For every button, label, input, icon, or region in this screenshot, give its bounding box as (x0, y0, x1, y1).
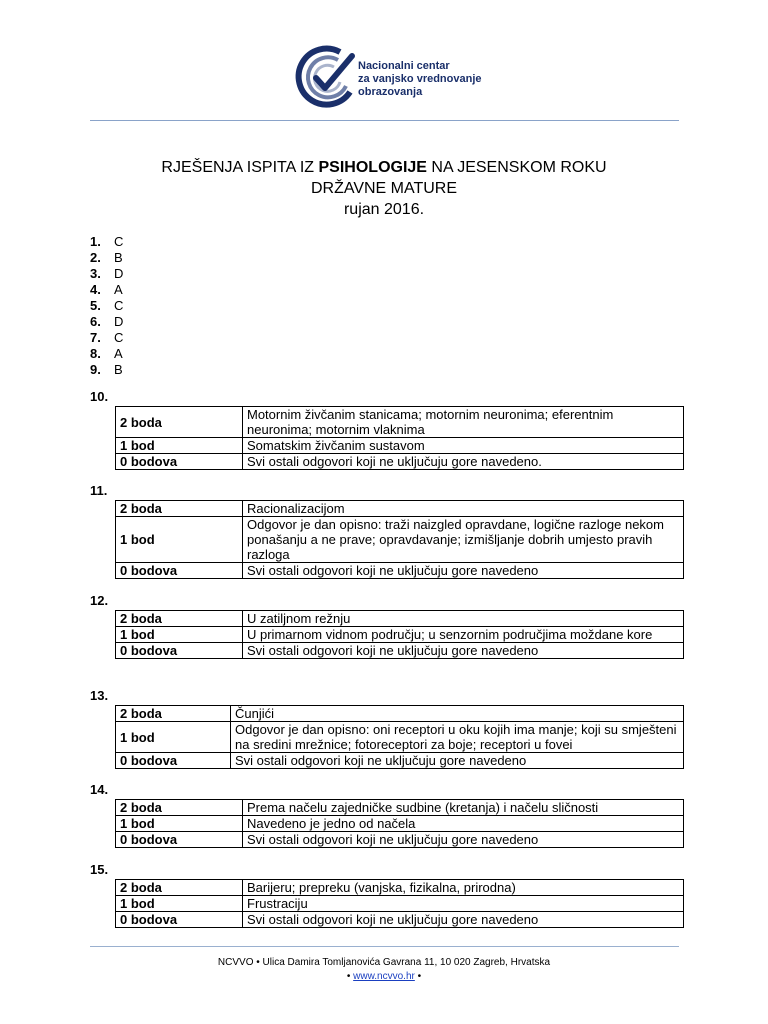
answer-cell: Odgovor je dan opisno: oni receptori u oku kojih ima manje; koji su smješteni na sredini mrežnice; fotoreceptori za boje; receptori u fovei (231, 722, 684, 753)
document-title (0, 157, 768, 220)
table-row (116, 611, 684, 627)
table-row (116, 438, 684, 454)
title-text: RJEŠENJA ISPITA IZ (161, 159, 319, 176)
footer-divider (90, 946, 679, 947)
points-cell: 0 bodova (116, 912, 243, 928)
points-cell: 0 bodova (116, 563, 243, 579)
scoring-table (115, 799, 684, 848)
answer-cell: Svi ostali odgovori koji ne uključuju gore navedeno. (243, 454, 684, 470)
points-cell: 2 boda (116, 800, 243, 816)
answer-cell: Svi ostali odgovori koji ne uključuju gore navedeno (243, 832, 684, 848)
points-cell: 2 boda (116, 880, 243, 896)
answer-row (90, 234, 123, 250)
answer-row (90, 362, 123, 378)
answer-cell: Prema načelu zajedničke sudbine (kretanja) i načelu sličnosti (243, 800, 684, 816)
answer-cell: U primarnom vidnom području; u senzornim područjima moždane kore (243, 627, 684, 643)
footer-address: NCVVO • Ulica Damira Tomljanovića Gavrana 11, 10 020 Zagreb, Hrvatska (217, 957, 551, 968)
title-text: NA JESENSKOM ROKU (426, 159, 607, 176)
answer-letter: C (114, 298, 124, 313)
points-cell: 1 bod (116, 896, 243, 912)
points-cell: 1 bod (116, 816, 243, 832)
answer-cell: Svi ostali odgovori koji ne uključuju gore navedeno (243, 563, 684, 579)
answer-cell: Motornim živčanim stanicama; motornim neuronima; eferentnim neuronima; motornim vlaknima (243, 407, 684, 438)
question-number: 11. (90, 483, 108, 498)
title-line-2: DRŽAVNE MATURE (310, 180, 458, 197)
question-14-block (90, 782, 690, 848)
question-15-block (90, 862, 690, 928)
table-row (116, 880, 684, 896)
answer-number: 1. (90, 234, 101, 249)
answer-cell: Racionalizacijom (243, 501, 684, 517)
organization-name (358, 60, 482, 99)
answer-cell: Odgovor je dan opisno: traži naizgled opravdane, logične razloge nekom ponašanju a ne prave; opravdavanje; izmišljanje dobrih umjesto pravih razloga (243, 517, 684, 563)
title-subject: PSIHOLOGIJE (318, 159, 427, 176)
table-row (116, 722, 684, 753)
points-cell: 0 bodova (116, 832, 243, 848)
answer-row (90, 314, 123, 330)
answer-number: 4. (90, 282, 101, 297)
footer-bullet: • (346, 971, 354, 982)
answer-number: 3. (90, 266, 101, 281)
table-row (116, 753, 684, 769)
answer-letter: B (114, 362, 123, 377)
answer-number: 9. (90, 362, 101, 377)
answer-cell: Čunjići (231, 706, 684, 722)
points-cell: 0 bodova (116, 454, 243, 470)
ncvvo-checkmark-logo-icon (290, 42, 360, 112)
table-row (116, 800, 684, 816)
answer-letter: C (114, 234, 124, 249)
table-row (116, 643, 684, 659)
answer-row (90, 266, 123, 282)
answer-cell: Somatskim živčanim sustavom (243, 438, 684, 454)
org-name-line: za vanjsko vrednovanje (358, 73, 482, 85)
scoring-table (115, 705, 684, 769)
org-name-line: Nacionalni centar (358, 60, 450, 72)
question-12-block (90, 593, 690, 659)
answer-row (90, 346, 123, 362)
answer-letter: D (114, 314, 124, 329)
answer-number: 2. (90, 250, 101, 265)
answer-letter: C (114, 330, 124, 345)
table-row (116, 454, 684, 470)
answer-cell: Barijeru; prepreku (vanjska, fizikalna, prirodna) (243, 880, 684, 896)
question-number: 15. (90, 862, 109, 877)
document-header (0, 0, 768, 124)
answer-number: 6. (90, 314, 101, 329)
points-cell: 0 bodova (116, 643, 243, 659)
question-number: 13. (90, 688, 109, 703)
scoring-table (115, 610, 684, 659)
answer-cell: Svi ostali odgovori koji ne uključuju gore navedeno (243, 912, 684, 928)
question-13-block (90, 688, 690, 769)
footer-link-line (0, 970, 768, 984)
question-number: 10. (90, 389, 109, 404)
answer-row (90, 250, 123, 266)
org-name-line: obrazovanja (358, 86, 423, 98)
table-row (116, 896, 684, 912)
points-cell: 1 bod (116, 627, 243, 643)
answer-cell: Navedeno je jedno od načela (243, 816, 684, 832)
multiple-choice-answers (90, 234, 123, 378)
answer-cell: U zatiljnom režnju (243, 611, 684, 627)
website-link[interactable]: www.ncvvo.hr (353, 971, 415, 982)
answer-cell: Frustraciju (243, 896, 684, 912)
scoring-table (115, 406, 684, 470)
table-row (116, 563, 684, 579)
title-line-1 (0, 157, 768, 178)
document-footer (0, 956, 768, 984)
points-cell: 1 bod (116, 517, 243, 563)
answer-letter: B (114, 250, 123, 265)
scoring-table (115, 879, 684, 928)
question-number: 12. (90, 593, 109, 608)
answer-row (90, 282, 123, 298)
answer-cell: Svi ostali odgovori koji ne uključuju gore navedeno (231, 753, 684, 769)
points-cell: 2 boda (116, 407, 243, 438)
points-cell: 1 bod (116, 438, 243, 454)
answer-letter: A (114, 346, 123, 361)
table-row (116, 407, 684, 438)
points-cell: 2 boda (116, 501, 243, 517)
answer-letter: A (114, 282, 123, 297)
answer-cell: Svi ostali odgovori koji ne uključuju gore navedeno (243, 643, 684, 659)
table-row (116, 627, 684, 643)
scoring-table (115, 500, 684, 579)
question-10-block (90, 389, 690, 470)
answer-number: 8. (90, 346, 101, 361)
title-date: rujan 2016. (343, 201, 425, 218)
table-row (116, 501, 684, 517)
footer-bullet: • (414, 971, 422, 982)
points-cell: 0 bodova (116, 753, 231, 769)
answer-row (90, 330, 123, 346)
table-row (116, 517, 684, 563)
table-row (116, 912, 684, 928)
answer-number: 5. (90, 298, 101, 313)
header-divider (90, 120, 679, 121)
answer-number: 7. (90, 330, 101, 345)
question-number: 14. (90, 782, 109, 797)
answer-letter: D (114, 266, 124, 281)
table-row (116, 706, 684, 722)
table-row (116, 832, 684, 848)
points-cell: 1 bod (116, 722, 231, 753)
answer-row (90, 298, 123, 314)
points-cell: 2 boda (116, 706, 231, 722)
points-cell: 2 boda (116, 611, 243, 627)
table-row (116, 816, 684, 832)
question-11-block (90, 483, 690, 579)
